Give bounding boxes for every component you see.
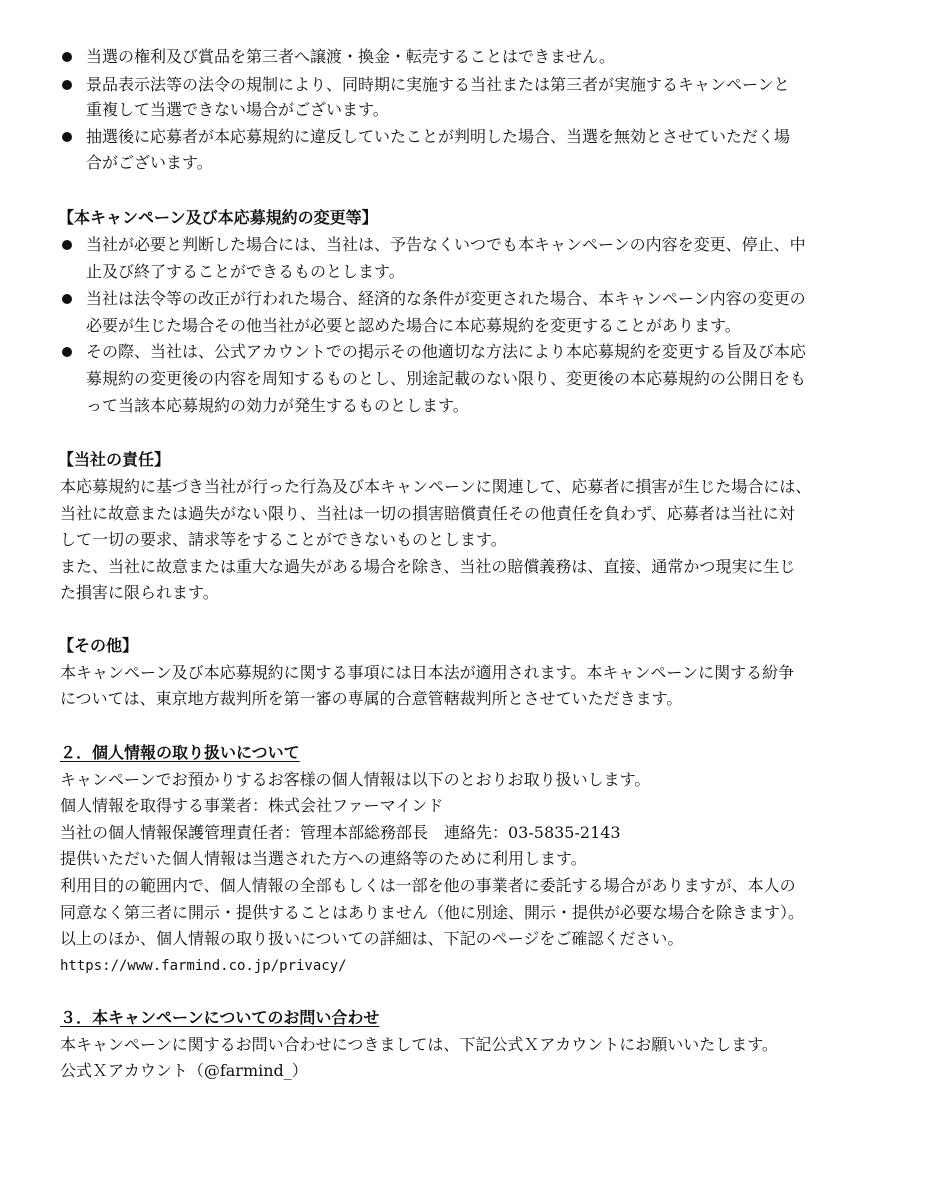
paragraph-line: 本キャンペーン及び本応募規約に関する事項には日本法が適用されます。本キャンペーンに関する紛争: [60, 663, 795, 682]
section-heading-liability: 【当社の責任】: [58, 450, 171, 469]
paragraph-line: 提供いただいた個人情報は当選された方への連絡等のために利用します。: [60, 849, 587, 868]
paragraph-line: 当社の個人情報保護管理責任者：管理本部総務部長 連絡先：03-5835-2143: [60, 823, 621, 842]
paragraph-line: 当社に故意または過失がない限り、当社は一切の損害賠償責任その他責任を負わず、応募者は当社に対: [60, 504, 795, 523]
section-heading-other: 【その他】: [58, 636, 139, 655]
paragraph-line: 利用目的の範囲内で、個人情報の全部もしくは一部を他の事業者に委託する場合がありますが、本人の: [60, 876, 796, 895]
list-item-line: 必要が生じた場合その他当社が必要と認めた場合に本応募規約を変更することがあります。: [86, 316, 741, 335]
list-item-line: 合がございます。: [86, 153, 213, 172]
paragraph-line: た損害に限られます。: [60, 583, 219, 602]
paragraph-line: については、東京地方裁判所を第一審の専属的合意管轄裁判所とさせていただきます。: [60, 689, 683, 708]
list-item-line: 当社が必要と判断した場合には、当社は、予告なくいつでも本キャンペーンの内容を変更、停止、中: [86, 235, 806, 254]
paragraph-line: 同意なく第三者に開示・提供することはありません（他に別途、開示・提供が必要な場合を除きます）。: [60, 903, 805, 922]
paragraph-line: 本応募規約に基づき当社が行った行為及び本キャンペーンに関連して、応募者に損害が生じた場合には、: [60, 477, 812, 496]
list-item-line: 景品表示法等の法令の規制により、同時期に実施する当社または第三者が実施するキャンペーンと: [86, 75, 790, 94]
paragraph-line: 本キャンペーンに関するお問い合わせにつきましては、下記公式Ｘアカウントにお願いいたします。: [60, 1035, 778, 1054]
privacy-url-link[interactable]: https://www.farmind.co.jp/privacy/: [60, 958, 347, 974]
bullet-icon: [62, 52, 72, 62]
paragraph-line: 個人情報を取得する事業者：株式会社ファーマインド: [60, 796, 444, 815]
section-heading-contact: ３．本キャンペーンについてのお問い合わせ: [60, 1008, 380, 1027]
bullet-icon: [62, 294, 72, 304]
bullet-icon: [62, 347, 72, 357]
bullet-icon: [62, 80, 72, 90]
list-item-line: 重複して当選できない場合がございます。: [86, 100, 389, 119]
list-item-line: その際、当社は、公式アカウントでの掲示その他適切な方法により本応募規約を変更する旨及び本応: [86, 342, 806, 361]
list-item-line: 止及び終了することができるものとします。: [86, 262, 405, 281]
section-heading-privacy: ２．個人情報の取り扱いについて: [60, 743, 300, 762]
list-item-line: 当選の権利及び賞品を第三者へ譲渡・換金・転売することはできません。: [86, 47, 615, 66]
paragraph-line: また、当社に故意または重大な過失がある場合を除き、当社の賠償義務は、直接、通常かつ現実に生じ: [60, 557, 796, 576]
list-item-line: 抽選後に応募者が本応募規約に違反していたことが判明した場合、当選を無効とさせていただく場: [86, 127, 791, 146]
bullet-icon: [62, 132, 72, 142]
x-account-line: 公式Ｘアカウント（@farmind_）: [60, 1061, 308, 1080]
list-item-line: 当社は法令等の改正が行われた場合、経済的な条件が変更された場合、本キャンペーン内容の変更の: [86, 289, 806, 308]
list-item-line: 募規約の変更後の内容を周知するものとし、別途記載のない限り、変更後の本応募規約の公開日をも: [86, 369, 807, 388]
paragraph-line: 以上のほか、個人情報の取り扱いについての詳細は、下記のページをご確認ください。: [60, 929, 684, 948]
section-heading-changes: 【本キャンペーン及び本応募規約の変更等】: [58, 208, 378, 227]
bullet-icon: [62, 240, 72, 250]
paragraph-line: して一切の要求、請求等をすることができないものとします。: [60, 530, 507, 549]
list-item-line: って当該本応募規約の効力が発生するものとします。: [86, 396, 469, 415]
paragraph-line: キャンペーンでお預かりするお客様の個人情報は以下のとおりお取り扱いします。: [60, 770, 651, 789]
